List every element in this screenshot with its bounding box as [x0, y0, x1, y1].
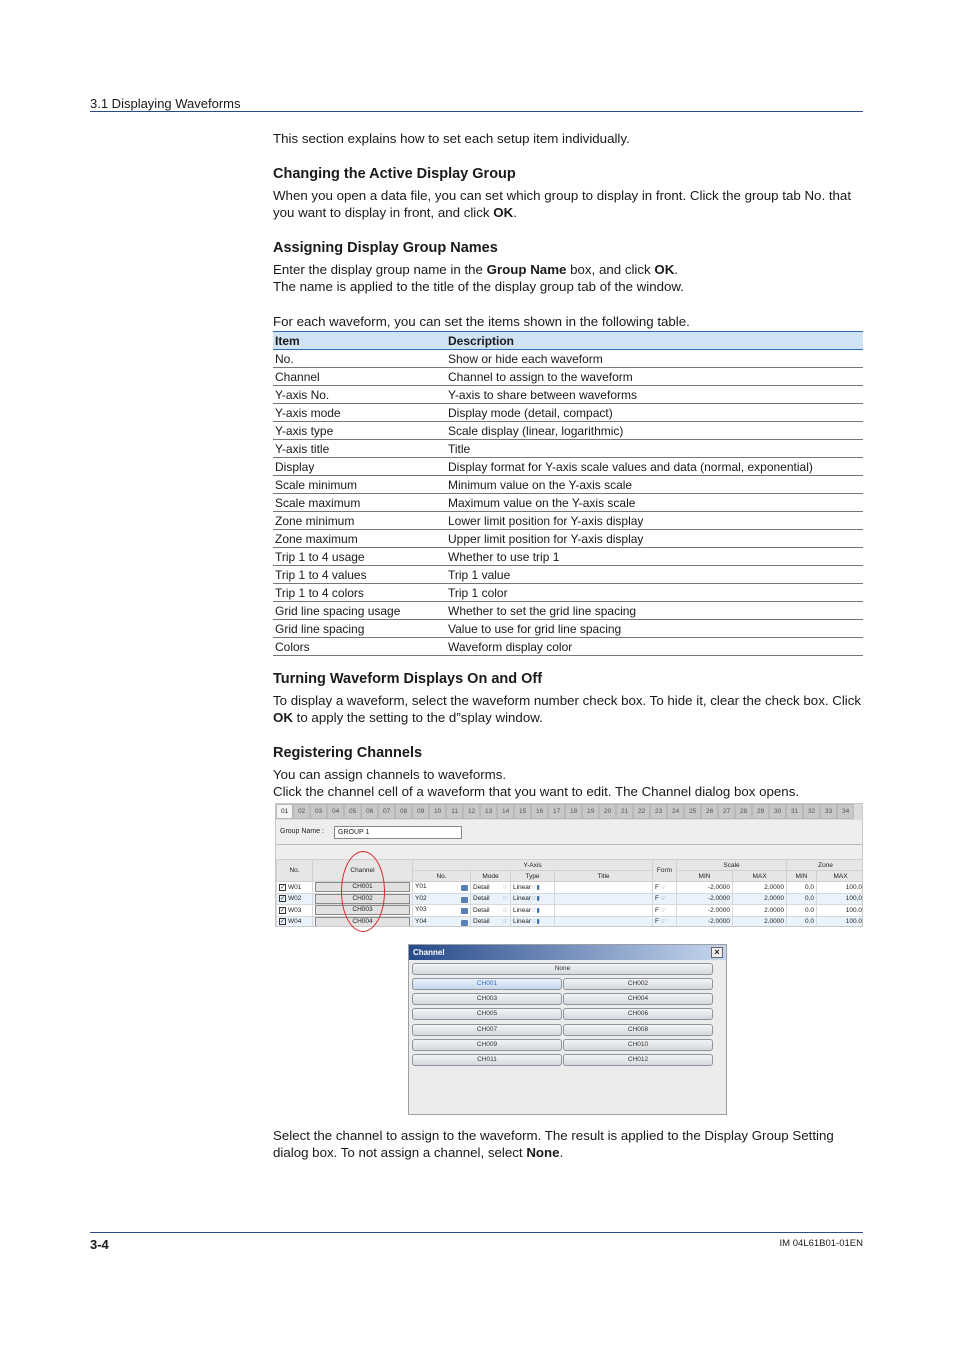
table-cell-item: Channel — [273, 368, 446, 386]
yaxis-no-cell[interactable]: Y02 — [413, 893, 471, 905]
group-tab[interactable]: 24 — [667, 804, 684, 819]
table-cell-description: Lower limit position for Y-axis display — [446, 512, 863, 530]
dialog-title-bar — [409, 945, 726, 960]
group-name-label: Group Name : — [280, 828, 324, 835]
channel-column-highlight — [341, 851, 385, 932]
group-tab[interactable]: 32 — [803, 804, 820, 819]
heading-active-group: Changing the Active Display Group — [273, 166, 516, 182]
group-tab[interactable]: 10 — [429, 804, 446, 819]
table-cell-description: Trip 1 value — [446, 566, 863, 584]
channel-button[interactable]: CH004 — [315, 917, 410, 927]
form-cell[interactable]: F ☞ — [653, 893, 677, 905]
cursor-icon: ☞ — [531, 919, 537, 926]
group-tab[interactable]: 33 — [820, 804, 837, 819]
channel-option-button[interactable]: CH012 — [563, 1054, 713, 1066]
table-row — [273, 422, 863, 440]
col-zone-min: MIN — [787, 871, 817, 882]
waveform-no: W01 — [288, 883, 302, 891]
scale-min-cell[interactable]: -2.0000 — [677, 893, 733, 905]
table-row — [273, 494, 863, 512]
group-tab[interactable]: 04 — [327, 804, 344, 819]
range-icon: ▮ — [536, 907, 540, 914]
group-tab[interactable]: 14 — [497, 804, 514, 819]
waveform-checkbox[interactable]: ✓ — [280, 907, 286, 914]
table-cell-description: Maximum value on the Y-axis scale — [446, 494, 863, 512]
channel-option-button[interactable]: CH011 — [412, 1054, 562, 1066]
waveform-no: W04 — [288, 918, 302, 926]
para-registering-2: Click the channel cell of a waveform that you want to edit. The Channel dialog box opens. — [273, 784, 800, 799]
table-cell-item: Grid line spacing — [273, 620, 446, 638]
dropdown-icon[interactable] — [461, 897, 468, 903]
waveform-checkbox[interactable]: ✓ — [280, 896, 286, 903]
col-group-scale: Scale — [677, 860, 787, 871]
type-cell[interactable]: Linear☞▮ — [511, 882, 555, 894]
yaxis-no-cell[interactable]: Y04 — [413, 916, 471, 927]
cursor-icon: ☞ — [531, 907, 537, 914]
table-cell-item: Trip 1 to 4 colors — [273, 584, 446, 602]
channel-option-button[interactable]: CH007 — [412, 1024, 562, 1036]
col-type: Type — [511, 871, 555, 882]
table-row — [273, 530, 863, 548]
channel-option-button[interactable]: CH003 — [412, 993, 562, 1005]
table-cell-description: Y-axis to share between waveforms — [446, 386, 863, 404]
table-cell-item: Y-axis mode — [273, 404, 446, 422]
cursor-icon: ☞ — [502, 907, 508, 914]
section-title: 3.1 Displaying Waveforms — [90, 96, 241, 111]
table-cell-item: Scale minimum — [273, 476, 446, 494]
close-icon[interactable]: × — [711, 947, 723, 958]
cursor-icon: ☞ — [660, 884, 667, 891]
table-row — [273, 602, 863, 620]
group-tab[interactable]: 23 — [650, 804, 667, 819]
col-zone-max: MAX — [817, 871, 863, 882]
table-row — [273, 638, 863, 656]
table-cell-description: Whether to use trip 1 — [446, 548, 863, 566]
channel-option-button[interactable]: CH010 — [563, 1039, 713, 1051]
table-cell-description: Show or hide each waveform — [446, 350, 863, 368]
col-channel: Channel — [313, 860, 413, 882]
page-footer — [90, 1232, 863, 1252]
channel-button[interactable]: CH001 — [315, 882, 410, 892]
heading-on-off: Turning Waveform Displays On and Off — [273, 671, 543, 687]
table-row — [273, 584, 863, 602]
waveform-no-cell[interactable] — [277, 893, 313, 905]
heading-registering: Registering Channels — [273, 745, 423, 761]
waveform-no-cell[interactable] — [277, 916, 313, 927]
table-cell-item: Scale maximum — [273, 494, 446, 512]
table-cell-description: Title — [446, 440, 863, 458]
title-cell[interactable] — [555, 882, 653, 894]
group-tab[interactable]: 16 — [531, 804, 548, 819]
table-cell-item: Y-axis type — [273, 422, 446, 440]
yaxis-no-cell[interactable]: Y03 — [413, 905, 471, 917]
zone-max-cell[interactable]: 100.0 — [817, 893, 863, 905]
group-tab[interactable]: 11 — [446, 804, 463, 819]
group-tab[interactable]: 02 — [293, 804, 310, 819]
range-icon: ▮ — [536, 919, 540, 926]
table-cell-item: Zone maximum — [273, 530, 446, 548]
para-on-off: To display a waveform, select the waveform number check box. To hide it, clear the check box. Click OK to apply the setting to the d”splay window. — [273, 693, 862, 725]
zone-min-cell[interactable]: 0.0 — [787, 882, 817, 894]
group-tab[interactable]: 15 — [514, 804, 531, 819]
cursor-icon: ☞ — [502, 896, 508, 903]
col-group-yaxis: Y-Axis — [413, 860, 653, 871]
table-row — [273, 476, 863, 494]
waveform-no-cell[interactable] — [277, 882, 313, 894]
table-row — [273, 620, 863, 638]
mode-cell[interactable]: Detail ☞ — [471, 905, 511, 917]
para-select-channel: Select the channel to assign to the waveform. The result is applied to the Display Group Setting dialog box. To not assign a channel, select None. — [273, 1128, 834, 1160]
none-button[interactable]: None — [412, 963, 713, 975]
zone-min-cell[interactable]: 0.0 — [787, 905, 817, 917]
col-title: Title — [555, 871, 653, 882]
group-tab[interactable]: 28 — [735, 804, 752, 819]
table-cell-description: Waveform display color — [446, 638, 863, 656]
table-row — [273, 350, 863, 368]
heading-group-names: Assigning Display Group Names — [273, 240, 498, 256]
channel-option-button[interactable]: CH004 — [563, 993, 713, 1005]
form-cell[interactable]: F ☞ — [653, 882, 677, 894]
group-tab[interactable]: 08 — [395, 804, 412, 819]
type-cell[interactable]: Linear☞▮ — [511, 905, 555, 917]
table-row — [273, 458, 863, 476]
settings-table — [273, 331, 863, 656]
cursor-icon: ☞ — [531, 896, 537, 903]
running-header — [90, 96, 863, 112]
page-number: 3-4 — [90, 1237, 109, 1252]
table-cell-item: Trip 1 to 4 usage — [273, 548, 446, 566]
scale-min-cell[interactable]: -2.0000 — [677, 905, 733, 917]
col-scale-min: MIN — [677, 871, 733, 882]
group-tab[interactable]: 30 — [769, 804, 786, 819]
document-id: IM 04L61B01-01EN — [779, 1238, 863, 1249]
waveform-no: W03 — [288, 906, 302, 914]
waveform-checkbox[interactable]: ✓ — [280, 919, 286, 926]
group-tab[interactable]: 07 — [378, 804, 395, 819]
zone-min-cell[interactable]: 0.0 — [787, 893, 817, 905]
cursor-icon: ☞ — [660, 907, 667, 914]
mode-cell[interactable]: Detail ☞ — [471, 882, 511, 894]
group-tab[interactable]: 17 — [548, 804, 565, 819]
mode-cell[interactable]: Detail ☞ — [471, 893, 511, 905]
mode-cell[interactable]: Detail ☞ — [471, 916, 511, 927]
scale-max-cell[interactable]: 2.0000 — [733, 893, 787, 905]
scale-max-cell[interactable]: 2.0000 — [733, 905, 787, 917]
range-icon: ▮ — [536, 896, 540, 903]
scale-min-cell[interactable]: -2.0000 — [677, 916, 733, 927]
table-row — [273, 566, 863, 584]
title-cell[interactable] — [555, 916, 653, 927]
col-no: No. — [277, 860, 313, 882]
col-group-zone: Zone — [787, 860, 863, 871]
table-cell-description: Display mode (detail, compact) — [446, 404, 863, 422]
table-row — [273, 512, 863, 530]
col-mode: Mode — [471, 871, 511, 882]
group-tab[interactable]: 21 — [616, 804, 633, 819]
table-row — [273, 368, 863, 386]
title-cell[interactable] — [555, 893, 653, 905]
table-cell-item: Zone minimum — [273, 512, 446, 530]
intro-text: This section explains how to set each setup item individually. — [273, 131, 630, 146]
table-cell-description: Value to use for grid line spacing — [446, 620, 863, 638]
waveform-no: W02 — [288, 895, 302, 903]
channel-option-button[interactable]: CH006 — [563, 1008, 713, 1020]
channel-option-button[interactable]: CH008 — [563, 1024, 713, 1036]
waveform-no-cell[interactable] — [277, 905, 313, 917]
dropdown-icon[interactable] — [461, 920, 468, 926]
table-cell-description: Whether to set the grid line spacing — [446, 602, 863, 620]
table-cell-description: Channel to assign to the waveform — [446, 368, 863, 386]
table-cell-description: Minimum value on the Y-axis scale — [446, 476, 863, 494]
table-header-description: Description — [446, 332, 863, 350]
channel-dialog — [408, 944, 727, 1115]
cursor-icon: ☞ — [502, 884, 508, 891]
divider — [276, 844, 863, 845]
group-tab[interactable]: 25 — [684, 804, 701, 819]
group-tab[interactable]: 19 — [582, 804, 599, 819]
channel-option-button[interactable]: CH005 — [412, 1008, 562, 1020]
para-group-names-2: The name is applied to the title of the display group tab of the window. — [273, 279, 684, 294]
dialog-title: Channel — [413, 948, 445, 957]
group-tab[interactable]: 09 — [412, 804, 429, 819]
dropdown-icon[interactable] — [461, 908, 468, 914]
table-cell-description: Scale display (linear, logarithmic) — [446, 422, 863, 440]
cursor-icon: ☞ — [660, 919, 667, 926]
type-cell[interactable]: Linear☞▮ — [511, 893, 555, 905]
dropdown-icon[interactable] — [461, 885, 468, 891]
table-cell-description: Trip 1 color — [446, 584, 863, 602]
table-cell-description: Upper limit position for Y-axis display — [446, 530, 863, 548]
cursor-icon: ☞ — [531, 884, 537, 891]
table-cell-description: Display format for Y-axis scale values and data (normal, exponential) — [446, 458, 863, 476]
table-row — [273, 404, 863, 422]
form-cell[interactable]: F ☞ — [653, 916, 677, 927]
table-cell-item: Display — [273, 458, 446, 476]
group-tab[interactable]: 12 — [463, 804, 480, 819]
range-icon: ▮ — [536, 884, 540, 891]
table-cell-item: Y-axis No. — [273, 386, 446, 404]
scale-max-cell[interactable]: 2.0000 — [733, 916, 787, 927]
waveform-checkbox[interactable]: ✓ — [280, 884, 286, 891]
group-tab[interactable]: 13 — [480, 804, 497, 819]
group-tab[interactable]: 34 — [837, 804, 854, 819]
channel-option-button[interactable]: CH002 — [563, 978, 713, 990]
scale-max-cell[interactable]: 2.0000 — [733, 882, 787, 894]
group-tab[interactable]: 31 — [786, 804, 803, 819]
channel-button[interactable]: CH003 — [315, 905, 410, 915]
group-tab[interactable]: 03 — [310, 804, 327, 819]
col-scale-max: MAX — [733, 871, 787, 882]
cursor-icon: ☞ — [660, 896, 667, 903]
para-active-group: When you open a data file, you can set which group to display in front. Click the group tab No. that you want to display in front, and click OK. — [273, 188, 852, 220]
table-row — [273, 548, 863, 566]
group-tab[interactable]: 18 — [565, 804, 582, 819]
table-cell-item: No. — [273, 350, 446, 368]
col-yaxis-no: No. — [413, 871, 471, 882]
scale-min-cell[interactable]: -2.0000 — [677, 882, 733, 894]
group-tab[interactable]: 22 — [633, 804, 650, 819]
title-cell[interactable] — [555, 905, 653, 917]
type-cell[interactable]: Linear☞▮ — [511, 916, 555, 927]
group-tab[interactable]: 29 — [752, 804, 769, 819]
col-form: Form — [653, 860, 677, 882]
yaxis-no-cell[interactable]: Y01 — [413, 882, 471, 894]
group-tab-bar — [276, 804, 863, 820]
group-tab[interactable]: 27 — [718, 804, 735, 819]
table-cell-item: Colors — [273, 638, 446, 656]
cursor-icon: ☞ — [502, 919, 508, 926]
channel-option-button[interactable]: CH001 — [412, 978, 562, 990]
para-registering-1: You can assign channels to waveforms. — [273, 767, 507, 782]
table-header-row — [273, 332, 863, 350]
group-tab[interactable]: 05 — [344, 804, 361, 819]
zone-max-cell[interactable]: 100.0 — [817, 882, 863, 894]
channel-option-button[interactable]: CH009 — [412, 1039, 562, 1051]
group-tab[interactable]: 26 — [701, 804, 718, 819]
table-cell-item: Grid line spacing usage — [273, 602, 446, 620]
para-group-names-1: Enter the display group name in the Group Name box, and click OK. — [273, 262, 679, 277]
zone-min-cell[interactable]: 0.0 — [787, 916, 817, 927]
zone-max-cell[interactable]: 100.0 — [817, 905, 863, 917]
table-row — [273, 440, 863, 458]
table-intro: For each waveform, you can set the items shown in the following table. — [273, 314, 690, 329]
group-tab[interactable]: 20 — [599, 804, 616, 819]
table-cell-item: Y-axis title — [273, 440, 446, 458]
form-cell[interactable]: F ☞ — [653, 905, 677, 917]
channel-button[interactable]: CH002 — [315, 894, 410, 904]
group-name-input[interactable]: GROUP 1 — [334, 826, 462, 839]
table-row — [273, 386, 863, 404]
table-header-item: Item — [273, 332, 446, 350]
table-cell-item: Trip 1 to 4 values — [273, 566, 446, 584]
group-tab[interactable]: 01 — [276, 804, 293, 819]
zone-max-cell[interactable]: 100.0 — [817, 916, 863, 927]
group-tab[interactable]: 06 — [361, 804, 378, 819]
